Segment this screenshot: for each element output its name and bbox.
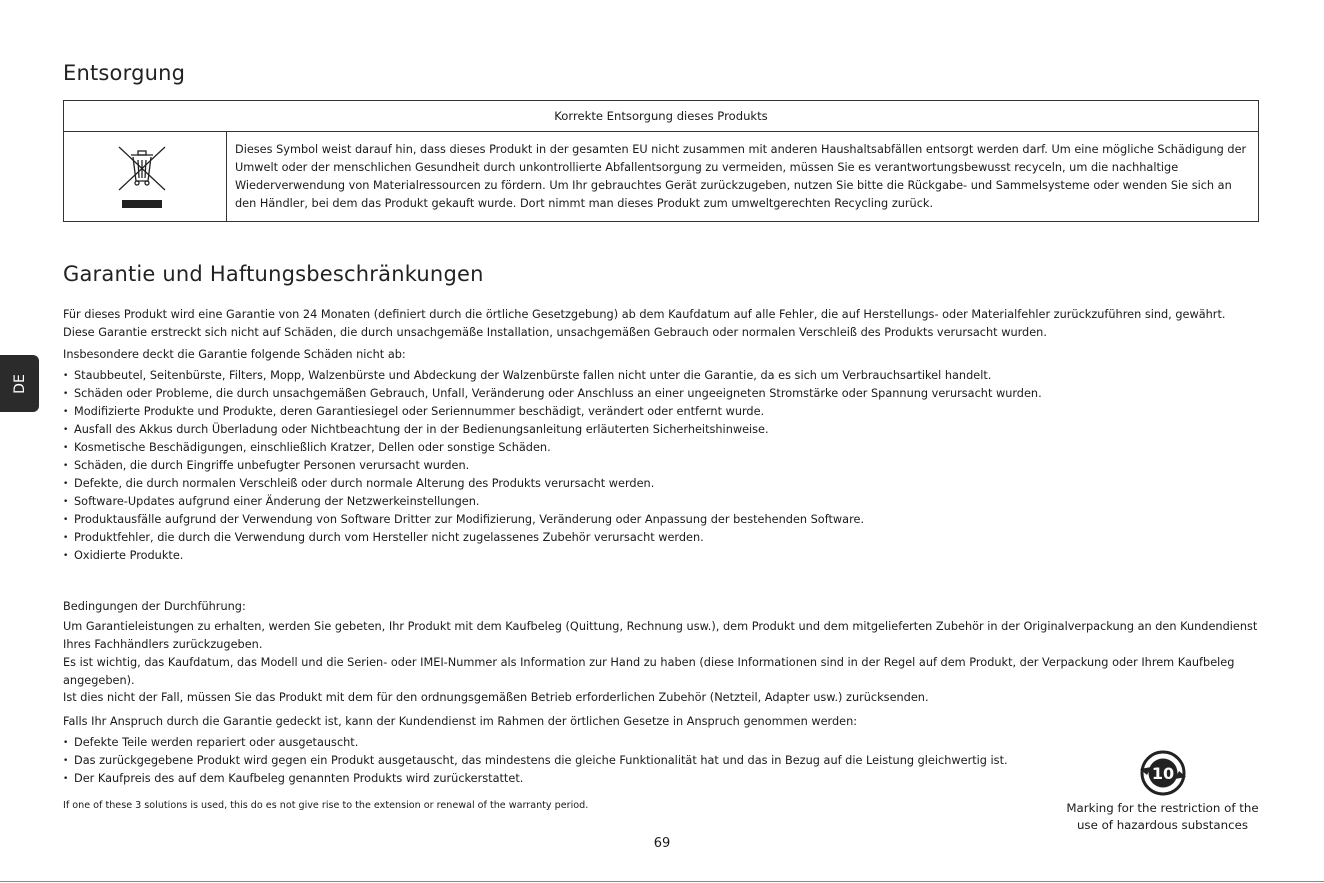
conditions-title: Bedingungen der Durchführung: <box>63 600 246 613</box>
disposal-text: Dieses Symbol weist darauf hin, dass dieses Produkt in der gesamten EU nicht zusammen mit anderen Haushaltsabfällen entsorgt werden darf. Um eine mögliche Schädigung der Umwelt oder der menschlichen Gesundheit durch unkontrollierte Abfallentsorgung zu vermeiden, müssen Sie es verantwortungsbewusst recyceln, um die nachhaltige Wiederverwendung von Materialressourcen zu fördern. Um Ihr gebrauchtes Gerät zurückzugeben, nutzen Sie bitte die Rückgabe- und Sammelsysteme oder wenden Sie sich an den Händler, bei dem das Produkt gekauft wurde. Dort nimmt man dieses Produkt zum umweltgerechten Recycling zurück. <box>235 143 1247 210</box>
conditions-paragraph-1: Um Garantieleistungen zu erhalten, werden Sie gebeten, Ihr Produkt mit dem Kaufbeleg (Quittung, Rechnung usw.), dem Produkt und dem mitgelieferten Zubehör in der Originalverpackung an den Kundendienst Ihres Fachhändlers zurückzugeben. <box>63 620 1258 651</box>
list-item: • Modifizierte Produkte und Produkte, deren Garantiesiegel oder Seriennummer beschädigt, verändert oder entfernt wurde. <box>63 403 1260 421</box>
language-tab <box>0 355 39 412</box>
efup-10-years-icon <box>1137 748 1189 798</box>
list-item: • Schäden oder Probleme, die durch unsachgemäßen Gebrauch, Unfall, Veränderung oder Anschluss an einer ungeeigneten Stromstärke oder Spannung verursacht wurden. <box>63 385 1260 403</box>
list-item: • Defekte Teile werden repariert oder ausgetauscht. <box>63 734 1260 752</box>
language-tab-label: DE <box>11 373 28 394</box>
list-item: • Software-Updates aufgrund einer Änderung der Netzwerkeinstellungen. <box>63 493 1260 511</box>
list-item: • Schäden, die durch Eingriffe unbefugter Personen verursacht wurden. <box>63 457 1260 475</box>
warranty-footnote: If one of these 3 solutions is used, this do es not give rise to the extension or renewal of the warranty period. <box>63 800 589 811</box>
rohs-caption-line-1: Marking for the restriction of the <box>1066 801 1259 815</box>
list-item: • Das zurückgegebene Produkt wird gegen ein Produkt ausgetauscht, das mindestens die gleiche Funktionalität hat und das in Bezug auf die Leistung gleichwertig ist. <box>63 752 1260 770</box>
page-number: 69 <box>653 836 671 851</box>
disposal-table <box>63 100 1259 222</box>
rohs-caption-line-2: use of hazardous substances <box>1076 818 1249 832</box>
exclusions-list <box>63 367 1260 565</box>
efup-number: 10 <box>1151 764 1174 783</box>
list-item: • Produktausfälle aufgrund der Verwendung von Software Dritter zur Modifizierung, Veränderung oder Anpassung der bestehenden Software. <box>63 511 1260 529</box>
weee-crossed-bin-icon <box>64 132 226 222</box>
disposal-heading: Entsorgung <box>63 61 186 85</box>
conditions-paragraph-3: Ist dies nicht der Fall, müssen Sie das Produkt mit dem für den ordnungsgemäßen Betrieb erforderlichen Zubehör (Netzteil, Adapter usw.) zurücksenden. <box>63 691 929 704</box>
list-item: • Oxidierte Produkte. <box>63 547 1260 565</box>
disposal-table-header: Korrekte Entsorgung dieses Produkts <box>64 101 1258 132</box>
list-item: • Ausfall des Akkus durch Überladung oder Nichtbeachtung der in der Bedienungsanleitung erläuterten Sicherheitshinweise. <box>63 421 1260 439</box>
bottom-rule <box>0 881 1324 882</box>
list-item: • Produktfehler, die durch die Verwendung durch vom Hersteller nicht zugelassenes Zubehör verursacht werden. <box>63 529 1260 547</box>
conditions-paragraph-2: Es ist wichtig, das Kaufdatum, das Modell und die Serien- oder IMEI-Nummer als Information zur Hand zu haben (diese Informationen sind in der Regel auf dem Produkt, der Verpackung oder Ihrem Kaufbeleg angegeben). <box>63 656 1235 687</box>
disposal-icon-cell <box>64 132 227 221</box>
exclusions-lead: Insbesondere deckt die Garantie folgende Schäden nicht ab: <box>63 348 406 361</box>
list-item: • Defekte, die durch normalen Verschleiß oder durch normale Alterung des Produkts verursacht werden. <box>63 475 1260 493</box>
rohs-marking <box>1060 748 1265 834</box>
warranty-heading: Garantie und Haftungsbeschränkungen <box>63 262 484 286</box>
list-item: • Kosmetische Beschädigungen, einschließlich Kratzer, Dellen oder sonstige Schäden. <box>63 439 1260 457</box>
disposal-table-row <box>64 132 1258 221</box>
warranty-intro: Für dieses Produkt wird eine Garantie von 24 Monaten (definiert durch die örtliche Gesetzgebung) ab dem Kaufdatum auf alle Fehler, die auf Herstellungs- oder Materialfehler zurückzuführen sind, gewährt. Diese Garantie erstreckt sich nicht auf Schäden, die durch unsachgemäße Installation, unsachgemäßen Gebrauch oder normalen Verschleiß des Produkts verursacht wurden. <box>63 308 1226 339</box>
list-item: • Staubbeutel, Seitenbürste, Filters, Mopp, Walzenbürste und Abdeckung der Walzenbürste fallen nicht unter die Garantie, da es sich um Verbrauchsartikel handelt. <box>63 367 1260 385</box>
claim-lead: Falls Ihr Anspruch durch die Garantie gedeckt ist, kann der Kundendienst im Rahmen der örtlichen Gesetze in Anspruch genommen werden: <box>63 715 858 728</box>
list-item: • Der Kaufpreis des auf dem Kaufbeleg genannten Produkts wird zurückerstattet. <box>63 770 1260 788</box>
